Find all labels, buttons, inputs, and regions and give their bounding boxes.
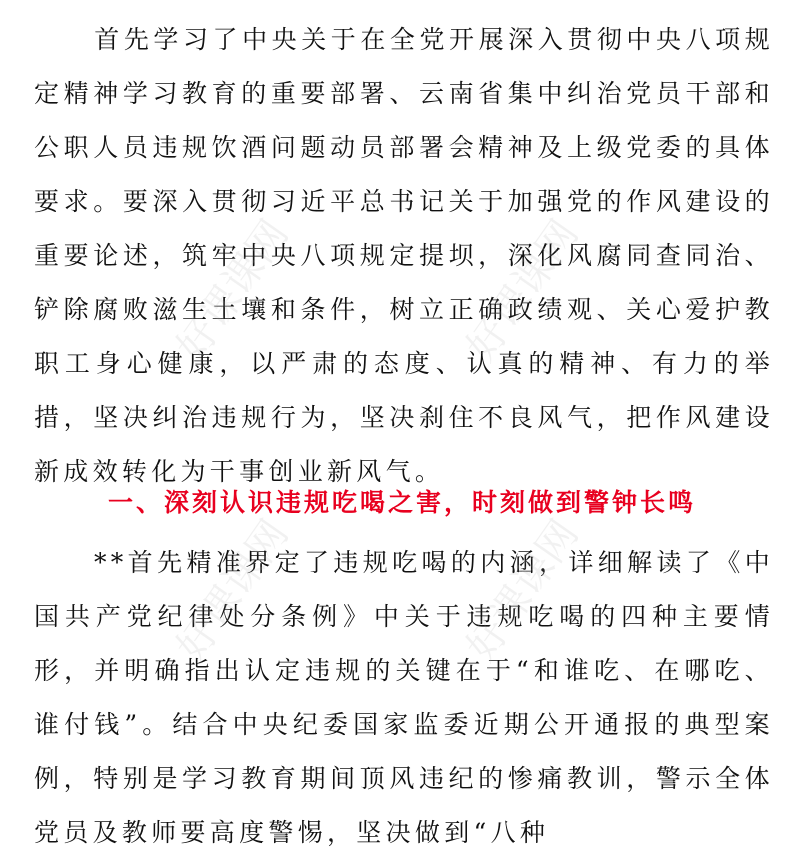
body-paragraph-1 (34, 13, 774, 499)
paragraph-1-text: 首先学习了中央关于在全党开展深入贯彻中央八项规定精神学习教育的重要部署、云南省集中纠治党员干部和公职人员违规饮酒问题动员部署会精神及上级党委的具体要求。要深入贯彻习近平总书记关于加强党的作风建设的重要论述，筑牢中央八项规定提坝，深化风腐同查同治、铲除腐败滋生土壤和条件，树立正确政绩观、关心爱护教职工身心健康，以严肃的态度、认真的精神、有力的举措，坚决纠治违规行为，坚决刹住不良风气，把作风建设新成效转化为干事创业新风气。 (34, 25, 774, 486)
watermark-2: 好课课网 (458, 211, 588, 370)
section-heading-1: 一、深刻认识违规吃喝之害，时刻做到警钟长鸣 (108, 488, 697, 517)
paragraph-2-text: **首先精准界定了违规吃喝的内涵，详细解读了《中国共产党纪律处分条例》中关于违规吃喝的四种主要情形，并明确指出认定违规的关键在于“和谁吃、在哪吃、谁付钱”。结合中央纪委国家监委近期公开通报的典型案例，特别是学习教育期间顶风违纪的惨痛教训，警示全体党员及教师要高度警惕，坚决做到“八种 (34, 548, 774, 847)
watermark-1: 好课课网 (168, 211, 298, 370)
watermark-4: 好课课网 (458, 511, 588, 670)
body-paragraph-2 (34, 536, 774, 860)
watermark-3: 好课课网 (168, 511, 298, 670)
